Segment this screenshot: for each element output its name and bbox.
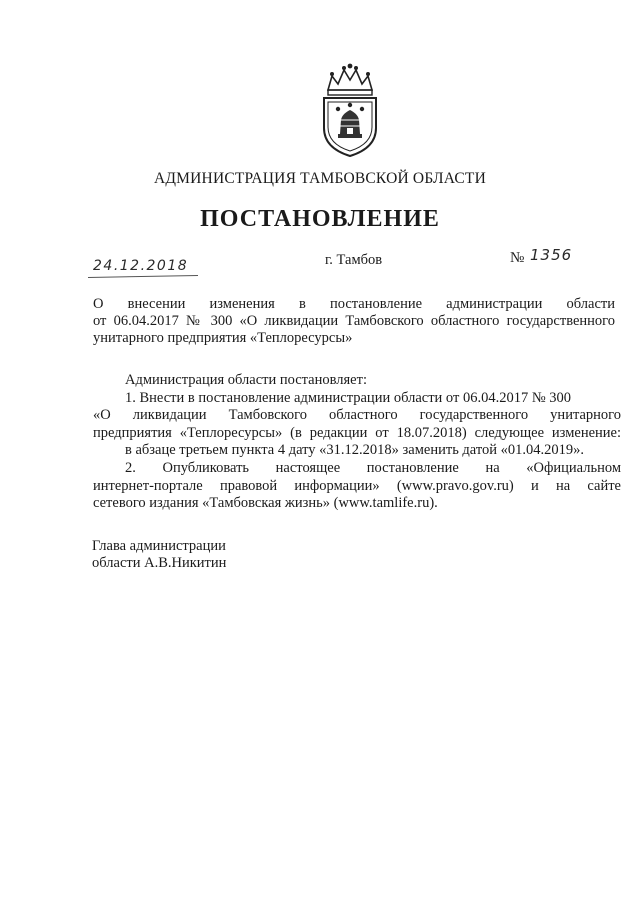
subject-line: О внесении изменения в постановление администрации области: [93, 296, 615, 312]
signature-block: [92, 538, 226, 572]
signature-name: области А.В.Никитин: [92, 555, 227, 571]
signature-title: Глава администрации: [92, 538, 226, 554]
body-line: предприятия «Теплоресурсы» (в редакции от 18.07.2018) следующее изменение:: [93, 424, 621, 441]
document-date: 24.12.2018: [93, 258, 189, 274]
document-body: [93, 372, 621, 513]
issuing-authority: АДМИНИСТРАЦИЯ ТАМБОВСКОЙ ОБЛАСТИ: [154, 170, 486, 187]
body-line: в абзаце третьем пункта 4 дату «31.12.2018» заменить датой «01.04.2019».: [125, 442, 585, 459]
body-line: 1. Внести в постановление администрации области от 06.04.2017 № 300: [125, 389, 572, 406]
body-line: «О ликвидации Тамбовского областного государственного унитарного: [93, 407, 621, 424]
tambov-coat-of-arms-icon: [316, 62, 384, 158]
body-line: сетевого издания «Тамбовская жизнь» (www.tamlife.ru).: [93, 495, 438, 512]
document-type-title: ПОСТАНОВЛЕНИЕ: [200, 206, 440, 232]
subject-line: унитарного предприятия «Теплоресурсы»: [93, 330, 353, 346]
date-underline: [88, 275, 198, 278]
city-label: г. Тамбов: [325, 252, 383, 268]
subject-line: от 06.04.2017 № 300 «О ликвидации Тамбовского областного государственного: [93, 313, 615, 329]
body-intro: Администрация области постановляет:: [125, 372, 367, 388]
document-subject: [93, 296, 615, 347]
document-number: 1356: [530, 246, 573, 264]
body-line: 2. Опубликовать настоящее постановление на «Официальном: [125, 459, 621, 476]
body-line: интернет-портале правовой информации» (www.pravo.gov.ru) и на сайте: [93, 477, 621, 494]
number-label: №: [510, 250, 525, 266]
